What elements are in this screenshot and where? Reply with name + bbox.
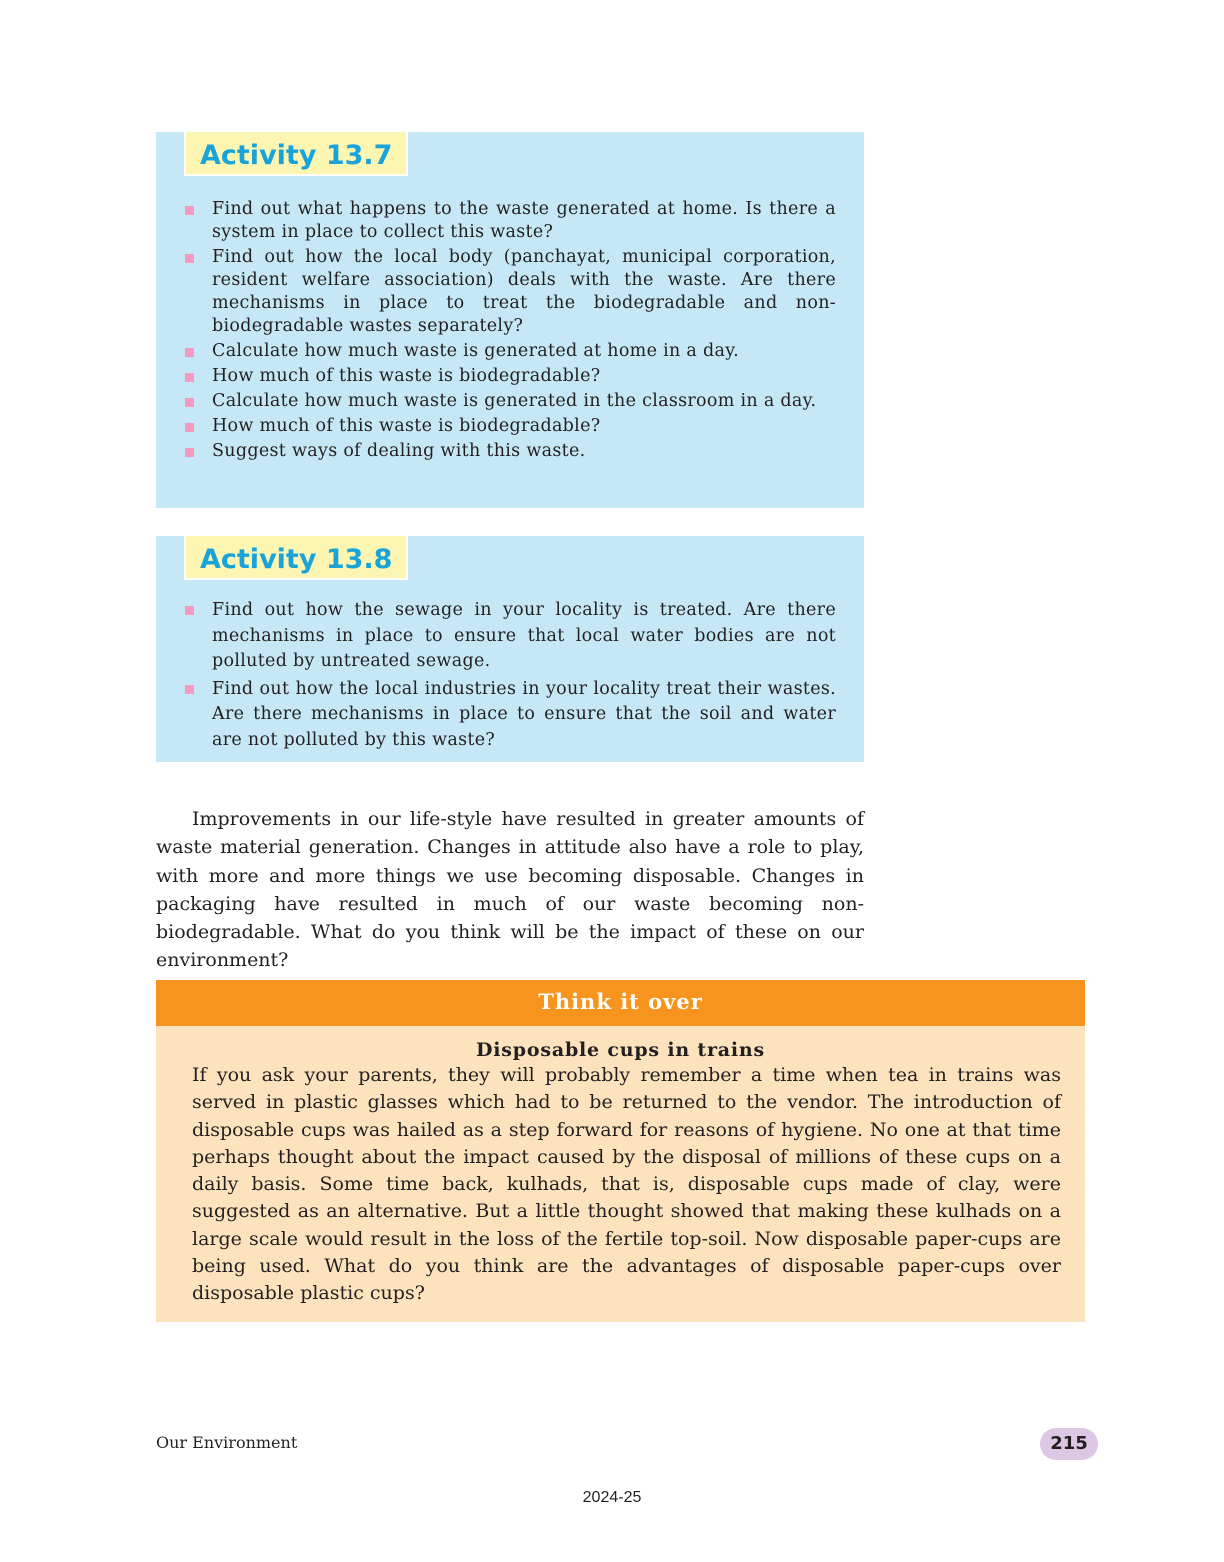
activity-list [156, 598, 836, 755]
list-item: Find out what happens to the waste generated at home. Is there a system in place to collect this waste? [156, 198, 836, 244]
edition-year: 2024-25 [582, 1489, 642, 1506]
square-bullet-icon [185, 448, 194, 457]
think-it-over-box [156, 980, 1085, 1322]
list-item: Find out how the sewage in your locality is treated. Are there mechanisms in place to ensure that local water bodies are not polluted by untreated sewage. [156, 598, 836, 675]
think-it-over-body: If you ask your parents, they will probably remember a time when tea in trains was served in plastic glasses which had to be returned to the vendor. The introduction of disposable cups was hailed as a step forward for reasons of hygiene. No one at that time perhaps thought about the impact caused by the disposal of millions of these cups on a daily basis. Some time back, kulhads, that is, disposable cups made of clay, were suggested as an alternative. But a little thought showed that making these kulhads on a large scale would result in the loss of the fertile top-soil. Now disposable paper-cups are being used. What do you think are the advantages of disposable paper-cups over disposable plastic cups? [192, 1064, 1061, 1305]
square-bullet-icon [185, 373, 194, 382]
activity-box-13-7 [156, 132, 864, 508]
page-number-badge: 215 [1040, 1428, 1098, 1460]
square-bullet-icon [185, 423, 194, 432]
activity-title: Activity 13.7 [184, 132, 408, 176]
activity-box-13-8 [156, 536, 864, 762]
list-item: How much of this waste is biodegradable? [156, 415, 836, 438]
list-item: Find out how the local body (panchayat, municipal corporation, resident welfare association) deals with the waste. Are there mechanisms in place to treat the biodegradable and non-biodegradable wastes separately? [156, 246, 836, 338]
square-bullet-icon [185, 685, 194, 694]
think-it-over-subheading: Disposable cups in trains [475, 1039, 765, 1061]
chapter-name: Our Environment [156, 1433, 298, 1452]
think-it-over-heading: Think it over [156, 980, 1085, 1026]
square-bullet-icon [185, 606, 194, 615]
list-item: Calculate how much waste is generated in the classroom in a day. [156, 390, 836, 413]
list-item: Suggest ways of dealing with this waste. [156, 440, 836, 463]
activity-title: Activity 13.8 [184, 536, 408, 580]
body-paragraph: Improvements in our life-style have resulted in greater amounts of waste material generation. Changes in attitude also have a role to play, with more and more things we use becoming disposable. Changes in packaging have resulted in much of our waste becoming non-biodegradable. What do you think will be the impact of these on our environment? [156, 808, 864, 972]
square-bullet-icon [185, 398, 194, 407]
activity-list [156, 198, 836, 465]
square-bullet-icon [185, 254, 194, 263]
square-bullet-icon [185, 206, 194, 215]
list-item: Find out how the local industries in your locality treat their wastes. Are there mechanisms in place to ensure that the soil and water are not polluted by this waste? [156, 677, 836, 754]
list-item: Calculate how much waste is generated at home in a day. [156, 340, 836, 363]
list-item: How much of this waste is biodegradable? [156, 365, 836, 388]
square-bullet-icon [185, 348, 194, 357]
